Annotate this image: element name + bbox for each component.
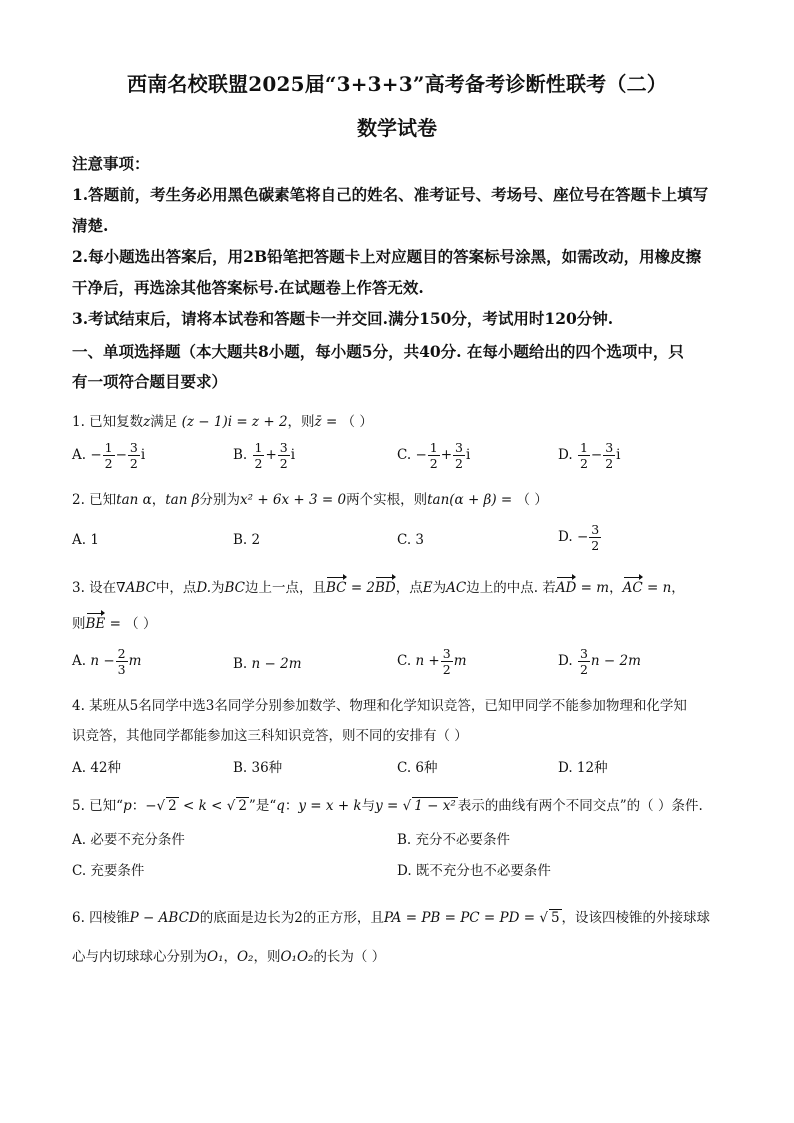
question-4-line-2: 识竞答，其他同学都能参加这三科知识竞答，则不同的安排有（ ）	[72, 728, 468, 744]
q1-option-d-i: i	[616, 447, 621, 463]
frac-num: 1	[254, 440, 263, 455]
q2-equation: x² + 6x + 3 = 0	[240, 492, 347, 508]
q4-option-d: D. 12种	[558, 760, 608, 776]
q3-point-d: D.	[196, 580, 211, 596]
frac-den: 2	[442, 662, 451, 677]
q5-p: p	[123, 798, 132, 814]
q1-option-b-i: i	[290, 447, 296, 463]
q2-option-b: B. 2	[233, 532, 261, 548]
frac-num: 3	[279, 440, 288, 455]
notice-item-1-line-2: 清楚.	[72, 216, 109, 235]
q1-option-d-frac1	[578, 440, 590, 471]
q6-text: 6. 四棱锥	[72, 910, 130, 926]
q3-text: ，	[671, 580, 685, 596]
q6-o1o2: O₁O₂	[280, 949, 314, 965]
q3-text: 3. 设在∇	[72, 580, 126, 596]
q3-option-c	[397, 646, 467, 677]
q2-prefix: 2. 已知	[72, 492, 117, 508]
q3-text: 为	[211, 580, 225, 596]
q3-abc: ABC	[125, 580, 156, 596]
q1-var-z: z	[143, 414, 151, 430]
frac-den: 2	[591, 538, 600, 553]
q5-text: 5. 已知“	[72, 798, 124, 814]
frac-num: 1	[579, 440, 588, 455]
q6-o1: O₁	[207, 949, 224, 965]
q6-equation: PA = PB = PC = PD =	[383, 910, 540, 926]
q6-pyramid: P − ABCD	[129, 910, 200, 926]
q5-curve-eq: y =	[375, 798, 403, 814]
q2-tan-alpha: tan α	[116, 492, 152, 508]
q1-option-a-frac2	[128, 440, 140, 471]
q2-option-c: C. 3	[397, 532, 425, 548]
q1-prefix: 1. 已知复数	[72, 414, 144, 430]
q3-option-b-expr: n − 2m	[251, 656, 302, 672]
subject-title: 数学试卷	[357, 116, 437, 140]
q2-sep: ，	[151, 492, 166, 508]
frac-num: 1	[429, 440, 438, 455]
notice-heading: 注意事项：	[72, 154, 150, 173]
q3-option-d-frac	[578, 646, 590, 677]
question-1-stem	[72, 410, 732, 430]
q5-option-b: B. 充分不必要条件	[397, 832, 511, 848]
question-2-stem	[72, 488, 732, 508]
q3-option-a	[72, 646, 141, 677]
q3-option-a-frac	[116, 646, 128, 677]
question-5-stem: 5. 已知“p：−√ 2 < k < √ 2 ”是“q：y = x + k与y = √ 1 − x² 表示的曲线有两个不同交点”的（ ）条件.	[72, 798, 703, 814]
q1-option-a-op: −	[115, 447, 127, 463]
q3-option-d	[558, 646, 641, 677]
q1-option-a-i: i	[140, 447, 146, 463]
q5-text: ：	[131, 798, 146, 814]
q5-option-c: C. 充要条件	[72, 863, 145, 879]
q3-option-d-label: D.	[558, 653, 573, 669]
q5-q: q	[276, 798, 285, 814]
q2-target: tan(α + β)	[427, 492, 497, 508]
q3-text: 为	[432, 580, 447, 596]
frac-num: 3	[605, 440, 614, 455]
q6-text: ，设该四棱锥的外接球球	[561, 910, 711, 926]
q3-option-a-pre: n −	[90, 653, 115, 669]
q1-option-b-frac1	[253, 440, 265, 471]
q1-option-c-label: C.	[397, 447, 412, 463]
q5-sqrt-2b: 2	[238, 798, 247, 814]
q1-option-b-op: +	[265, 447, 277, 463]
q3-eq-n: = n	[642, 580, 672, 596]
q3-eq-m: = m	[576, 580, 610, 596]
q5-option-a: A. 必要不充分条件	[72, 832, 185, 848]
question-6-line-2	[72, 945, 732, 965]
q3-text: 则	[72, 616, 86, 632]
q3-option-c-frac	[441, 646, 453, 677]
q1-mid: 满足	[150, 414, 178, 430]
q1-option-b-label: B.	[233, 447, 248, 463]
frac-num: 3	[129, 440, 138, 455]
frac-num: 3	[455, 440, 463, 455]
q3-eq: = 2	[346, 580, 376, 596]
q1-option-c-frac1	[428, 440, 440, 471]
frac-den: 2	[429, 456, 438, 471]
q1-option-a-frac1	[103, 440, 115, 471]
q1-equation: (z − 1)i = z + 2	[181, 414, 288, 430]
q3-text: 边上的中点. 若	[466, 580, 556, 596]
q2-option-d-frac	[589, 522, 601, 553]
frac-den: 2	[579, 456, 588, 471]
q3-option-b-label: B.	[233, 656, 248, 672]
q2-option-d	[558, 522, 602, 553]
q3-ac: AC	[446, 580, 467, 596]
q3-text: 边上一点，且	[245, 580, 327, 596]
question-6-line-1: 6. 四棱锥P − ABCD的底面是边长为2的正方形，且PA = PB = PC = PD = √ 5 ，设该四棱锥的外接球球	[72, 910, 711, 926]
q5-text: ：	[284, 798, 299, 814]
q3-text: = （ ）	[105, 616, 157, 632]
q3-option-c-post: m	[453, 653, 467, 669]
q3-text: ，	[609, 580, 623, 596]
frac-den: 2	[605, 456, 614, 471]
q1-option-a-sign: −	[90, 447, 102, 463]
frac-den: 2	[579, 662, 588, 677]
q6-text: 的长为（ ）	[313, 949, 386, 965]
q3-option-c-pre: n +	[415, 653, 440, 669]
exam-title: 西南名校联盟2025届“3+3+3”高考备考诊断性联考（二）	[127, 72, 667, 96]
section-1-line-2: 有一项符合题目要求）	[72, 372, 228, 391]
q5-option-d: D. 既不充分也不必要条件	[397, 863, 551, 879]
q2-tan-beta: tan β	[165, 492, 200, 508]
q3-vector-bc: BC	[326, 580, 347, 596]
q3-option-a-post: m	[128, 653, 142, 669]
frac-num: 2	[117, 646, 126, 661]
q1-zbar: z̄	[314, 414, 322, 430]
q3-text: 中，点	[155, 580, 197, 596]
q5-cond-sign: −	[145, 798, 157, 814]
frac-den: 2	[279, 456, 288, 471]
q2-option-d-label: D.	[558, 529, 573, 545]
q5-text: 与	[361, 798, 376, 814]
frac-den: 2	[455, 456, 463, 471]
frac-den: 2	[104, 456, 113, 471]
q5-text: 表示的曲线有两个不同交点”的（ ）条件.	[457, 798, 703, 814]
q1-option-c-frac2	[453, 440, 465, 471]
q1-tail: = （ ）	[321, 414, 373, 430]
q1-option-b-frac2	[278, 440, 290, 471]
q1-option-d-frac2	[603, 440, 615, 471]
q1-then: ，则	[287, 414, 315, 430]
q3-point-e: E	[422, 580, 433, 596]
q6-o2: O₂	[236, 949, 254, 965]
q2-option-a: A. 1	[72, 532, 99, 548]
q2-tail: = （ ）	[496, 492, 548, 508]
q3-vector-ac: AC	[622, 580, 643, 596]
q1-option-d-op: −	[590, 447, 603, 463]
q3-option-b	[233, 656, 302, 672]
frac-num: 3	[442, 646, 451, 661]
q3-vector-be: BE	[85, 616, 106, 632]
q2-mid2: 两个实根，则	[346, 492, 428, 508]
q3-option-a-label: A.	[72, 653, 87, 669]
question-4-line-1: 4. 某班从5名同学中选3名同学分别参加数学、物理和化学知识竞答，已知甲同学不能参加物理和化学知	[72, 698, 687, 714]
notice-item-2-line-1: 2.每小题选出答案后，用2B铅笔把答题卡上对应题目的答案标号涂黑，如需改动，用橡皮擦	[72, 247, 702, 266]
frac-den: 3	[117, 662, 126, 677]
q3-bc: BC	[224, 580, 246, 596]
q5-cond-mid: < k <	[178, 798, 227, 814]
frac-num: 3	[591, 522, 600, 537]
q1-option-a-label: A.	[72, 447, 87, 463]
q1-option-c-i: i	[465, 447, 471, 463]
frac-den: 2	[254, 456, 263, 471]
q2-option-d-sign: −	[576, 529, 589, 545]
question-3-line-1	[72, 576, 732, 596]
frac-num: 3	[579, 646, 588, 661]
q1-option-c-op: +	[440, 447, 453, 463]
notice-item-1-line-1: 1.答题前，考生务必用黑色碳素笔将自己的姓名、准考证号、考场号、座位号在答题卡上填写	[72, 185, 709, 204]
q4-option-c: C. 6种	[397, 760, 438, 776]
q1-option-c	[397, 440, 470, 471]
q1-option-d-label: D.	[558, 447, 573, 463]
notice-item-3: 3.考试结束后，请将本试卷和答题卡一并交回.满分150分，考试用时120分钟.	[72, 309, 614, 328]
question-3-line-2	[72, 612, 732, 632]
q4-option-a: A. 42种	[72, 760, 122, 776]
section-1-line-1: 一、单项选择题（本大题共8小题，每小题5分，共40分. 在每小题给出的四个选项中，只	[72, 342, 684, 361]
q1-option-d	[558, 440, 620, 471]
q3-option-d-post: n − 2m	[590, 653, 641, 669]
frac-num: 1	[104, 440, 113, 455]
q6-sqrt-5: 5	[550, 910, 560, 926]
q3-vector-bd: BD	[375, 580, 396, 596]
q5-line-eq: y = x + k	[298, 798, 362, 814]
q1-option-a	[72, 440, 145, 471]
q1-option-c-sign: −	[415, 447, 427, 463]
q6-text: ，则	[253, 949, 281, 965]
q2-mid: 分别为	[199, 492, 241, 508]
q5-text: ”是“	[248, 798, 277, 814]
q3-text: ，点	[395, 580, 423, 596]
q6-text: ，	[223, 949, 237, 965]
q3-vector-ad: AD	[555, 580, 577, 596]
q3-option-c-label: C.	[397, 653, 412, 669]
q4-option-b: B. 36种	[233, 760, 283, 776]
q6-text: 心与内切球球心分别为	[72, 949, 207, 965]
q1-option-b	[233, 440, 295, 471]
notice-item-2-line-2: 干净后，再选涂其他答案标号.在试题卷上作答无效.	[72, 278, 424, 297]
q5-curve-radicand: 1 − x²	[414, 798, 456, 814]
frac-den: 2	[129, 456, 138, 471]
q6-text: 的底面是边长为2的正方形，且	[199, 910, 384, 926]
q5-sqrt-2: 2	[168, 798, 177, 814]
